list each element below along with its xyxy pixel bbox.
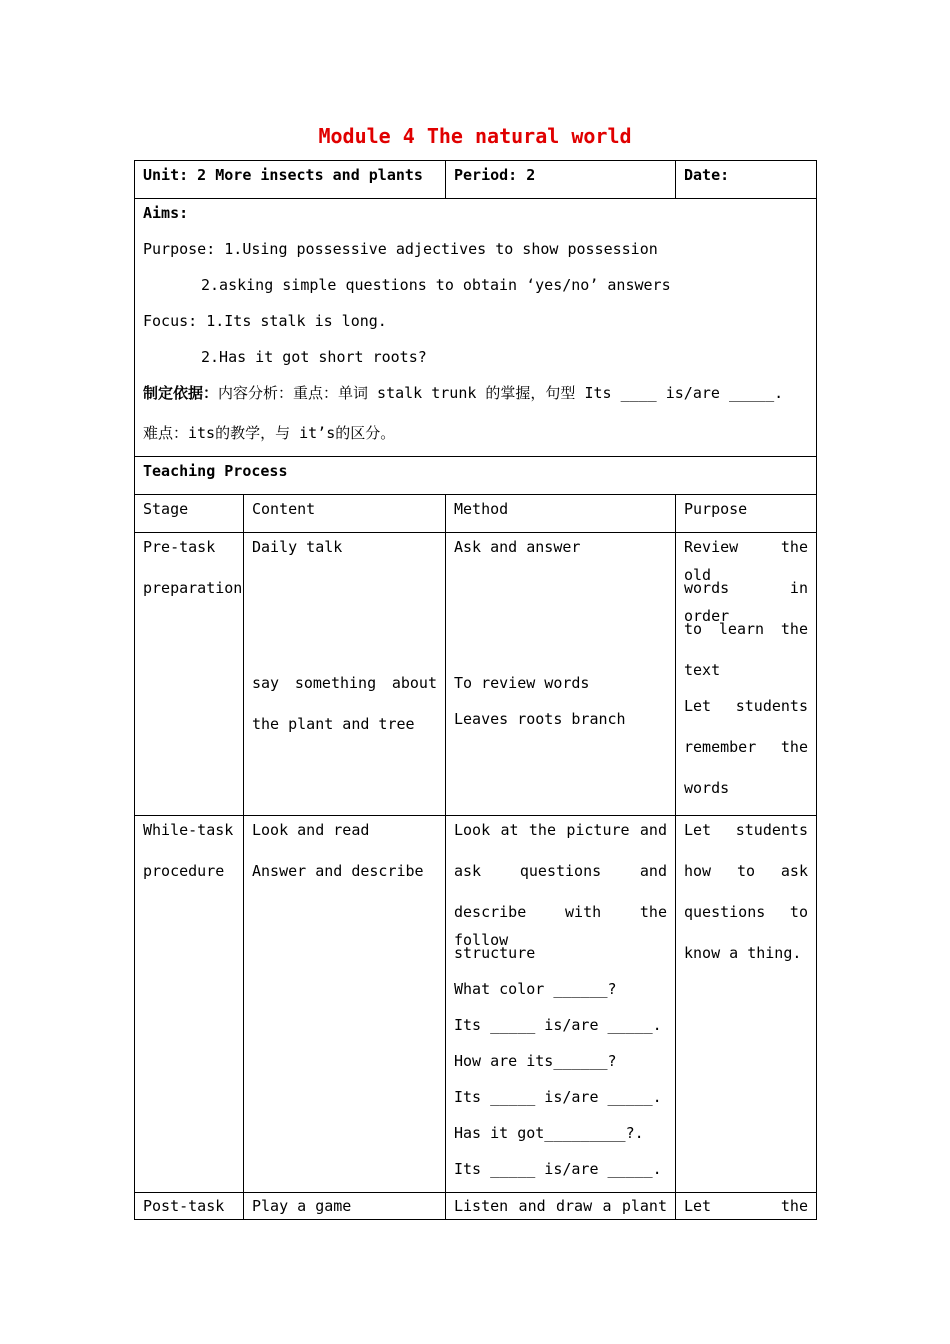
focus-line-1: Focus: 1.Its stalk is long.: [143, 312, 387, 330]
stage-cell: Post-task: [135, 1193, 244, 1220]
content-cell: Look and read Answer and describe: [244, 816, 446, 1193]
content-cell: Play a game: [244, 1193, 446, 1220]
column-header-stage: Stage: [135, 495, 244, 533]
purpose-cell: Let students how to ask questions to know a thing.: [676, 816, 817, 1193]
content-cell: Daily talk say something about the plant and tree: [244, 533, 446, 816]
table-row: [135, 1193, 817, 1220]
column-header-method: Method: [446, 495, 676, 533]
column-header-content: Content: [244, 495, 446, 533]
method-cell: Look at the picture and ask questions and describe with the follow structure What color ______? Its _____ is/are _____. How are its______? Its _____ is/are _____. Has it got_________?. Its _____ is/are _____.: [446, 816, 676, 1193]
purpose-cell: Let the: [676, 1193, 817, 1220]
basis-label: 制定依据：: [143, 384, 219, 402]
purpose-cell: Review the old words in order to learn the text Let students remember the words: [676, 533, 817, 816]
aims-cell: [135, 199, 817, 457]
focus-line-2: 2.Has it got short roots?: [201, 348, 427, 366]
teaching-process-cell: [135, 457, 817, 495]
date-cell: [676, 161, 817, 199]
page-title: Module 4 The natural world: [318, 124, 632, 148]
table-row: [135, 533, 817, 816]
basis-text: 内容分析：重点：单词 stalk trunk 的掌握，句型 Its ____ is/are _____.: [218, 384, 784, 402]
table-row: [135, 816, 817, 1193]
stage-cell: While-task procedure: [135, 816, 244, 1193]
difficulty-line: 难点：its的教学，与 it’s的区分。: [143, 424, 396, 442]
date-label: Date:: [684, 166, 730, 184]
column-header-purpose: Purpose: [676, 495, 817, 533]
period-label: Period: 2: [454, 166, 536, 184]
unit-cell: [135, 161, 446, 199]
period-cell: [446, 161, 676, 199]
aims-label: Aims:: [143, 204, 189, 222]
lesson-plan-table: [134, 160, 817, 1220]
purpose-line-1: Purpose: 1.Using possessive adjectives to show possession: [143, 240, 658, 258]
unit-label: Unit: 2 More insects and plants: [143, 166, 423, 184]
method-cell: Listen and draw a plant: [446, 1193, 676, 1220]
stage-cell: Pre-task preparation: [135, 533, 244, 816]
basis-line: [143, 379, 808, 419]
teaching-process-label: Teaching Process: [143, 462, 288, 480]
method-cell: Ask and answer To review words Leaves roots branch: [446, 533, 676, 816]
purpose-line-2: 2.asking simple questions to obtain ‘yes/no’ answers: [201, 276, 671, 294]
